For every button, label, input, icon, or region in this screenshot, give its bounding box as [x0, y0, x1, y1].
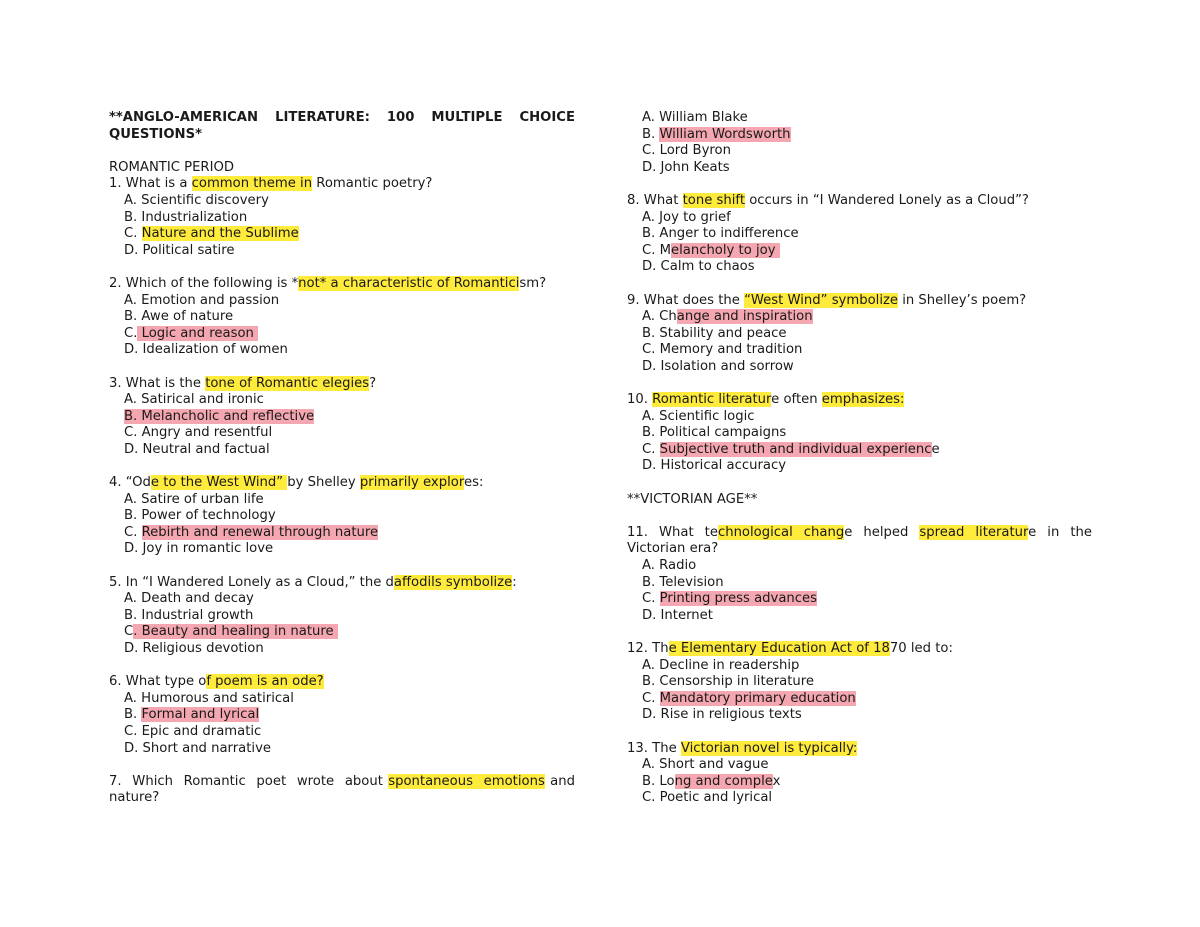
question-1-option-c: C. Nature and the Sublime: [124, 226, 299, 242]
question-12-option-d: D. Rise in religious texts: [642, 707, 802, 723]
question-3-option-a: A. Satirical and ironic: [124, 392, 264, 408]
answer-highlight: ng and comple: [674, 773, 773, 789]
question-12-option-b: B. Censorship in literature: [642, 674, 815, 690]
question-11-option-c: C. Printing press advances: [642, 591, 817, 607]
question-1-option-b: B. Industrialization: [124, 209, 248, 225]
highlight: chnological chang: [717, 524, 845, 540]
question-5-option-c: C. Beauty and healing in nature: [124, 624, 338, 640]
highlight: tone shift: [682, 192, 746, 208]
question-3-option-b: [109, 409, 575, 426]
question-5-option-d: D. Religious devotion: [124, 641, 264, 656]
question-9-option-a: A. Change and inspiration: [642, 309, 813, 325]
question-7-option-b: B. William Wordsworth: [642, 126, 791, 142]
question-7-continued: nature?: [109, 790, 160, 806]
question-2-option-c: C. Logic and reason: [124, 325, 259, 341]
question-8-option-a: A. Joy to grief: [642, 209, 731, 225]
question-4-option-d: D. Joy in romantic love: [124, 541, 274, 557]
highlight: “West Wind” symbolize: [744, 292, 899, 308]
question-8-option-d: D. Calm to chaos: [642, 259, 755, 275]
answer-highlight: ange and inspiration: [676, 309, 813, 325]
question-13-option-c: C. Poetic and lyrical: [642, 790, 773, 806]
question-1: 1. What is a common theme in Romantic poetry?: [109, 176, 433, 192]
question-2-option-b: B. Awe of nature: [124, 309, 234, 325]
document-title-continued: QUESTIONS*: [109, 126, 202, 142]
answer-highlight: Mandatory primary education: [659, 690, 856, 706]
highlight: spontaneous emotions: [388, 773, 545, 789]
question-7-option-d: D. John Keats: [642, 159, 730, 175]
highlight: Nature and the Sublime: [141, 226, 299, 242]
question-13-option-b: B. Long and complex: [642, 773, 781, 789]
highlight: e to the West Wind”: [150, 475, 288, 491]
highlight: not* a characteristic of Romantici: [298, 275, 520, 291]
highlight: primarily explor: [359, 475, 464, 491]
question-4-option-b: B. Power of technology: [124, 508, 276, 524]
question-12-option-a: A. Decline in readership: [642, 657, 800, 673]
question-4-option-a: A. Satire of urban life: [124, 491, 264, 507]
question-1-option-a: A. Scientific discovery: [124, 192, 269, 208]
right-column: [627, 110, 1092, 807]
question-10: 10. Romantic literature often emphasizes:: [627, 392, 905, 408]
question-5-option-a: A. Death and decay: [124, 591, 254, 607]
question-10-option-c: C. Subjective truth and individual experience: [642, 441, 940, 457]
question-6-option-a: A. Humorous and satirical: [124, 690, 294, 706]
answer-highlight: Printing press advances: [659, 591, 817, 607]
question-11-option-d: D. Internet: [642, 607, 713, 623]
left-column: [109, 110, 575, 807]
document-title: **ANGLO-AMERICAN LITERATURE: 100 MULTIPLE CHOICE: [109, 110, 575, 125]
question-9-option-d: D. Isolation and sorrow: [642, 358, 794, 374]
question-11-option-b: B. Television: [642, 574, 724, 590]
question-2-option-d: D. Idealization of women: [124, 342, 288, 358]
answer-highlight: elancholy to joy: [670, 242, 780, 258]
question-5-option-b: B. Industrial growth: [124, 607, 254, 623]
question-7: 7. Which Romantic poet wrote about spontaneous emotions and: [109, 773, 575, 789]
answer-highlight: B. Melancholic and reflective: [124, 408, 315, 424]
answer-highlight: Rebirth and renewal through nature: [141, 524, 379, 540]
question-9: 9. What does the “West Wind” symbolize in Shelley’s poem?: [627, 292, 1027, 308]
question-10-option-d: D. Historical accuracy: [642, 458, 787, 474]
answer-highlight: William Wordsworth: [659, 126, 791, 142]
question-7-option-a: A. William Blake: [642, 110, 748, 125]
question-3-option-c: C. Angry and resentful: [124, 425, 273, 441]
question-13: 13. The Victorian novel is typically:: [627, 740, 858, 756]
question-3-option-d: D. Neutral and factual: [124, 441, 270, 457]
section-heading-romantic: ROMANTIC PERIOD: [109, 159, 235, 175]
highlight: f poem is an ode?: [206, 674, 324, 690]
highlight: common theme in: [191, 176, 313, 192]
question-6-option-c: C. Epic and dramatic: [124, 723, 262, 739]
highlight: tone of Romantic elegies: [205, 375, 370, 391]
highlight: Romantic literatur: [652, 392, 772, 408]
section-heading-victorian: **VICTORIAN AGE**: [627, 491, 758, 507]
highlight: Victorian novel is typically:: [680, 740, 858, 756]
question-2-option-a: A. Emotion and passion: [124, 292, 280, 308]
answer-highlight: Formal and lyrical: [141, 707, 260, 723]
question-1-option-d: D. Political satire: [124, 242, 235, 258]
answer-highlight: Logic and reason: [137, 325, 259, 341]
question-3: 3. What is the tone of Romantic elegies?: [109, 375, 377, 391]
question-7-option-c: C. Lord Byron: [642, 143, 731, 159]
highlight: affodils symbolize: [393, 574, 513, 590]
question-12-option-c: C. Mandatory primary education: [642, 690, 856, 706]
question-11-option-a: A. Radio: [642, 558, 697, 574]
question-9-option-b: B. Stability and peace: [642, 325, 787, 341]
highlight: spread literatur: [919, 524, 1029, 540]
question-6-option-d: D. Short and narrative: [124, 740, 272, 756]
question-13-option-a: A. Short and vague: [642, 757, 769, 773]
answer-highlight: Subjective truth and individual experienc: [659, 441, 932, 457]
answer-highlight: . Beauty and healing in nature: [133, 624, 338, 640]
question-5: 5. In “I Wandered Lonely as a Cloud,” the daffodils symbolize:: [109, 574, 517, 590]
question-6-option-b: B. Formal and lyrical: [124, 707, 260, 723]
question-2: 2. Which of the following is *not* a characteristic of Romanticism?: [109, 275, 547, 291]
highlight: e Elementary Education Act of 18: [668, 641, 890, 656]
question-4: 4. “Ode to the West Wind” by Shelley primarily explores:: [109, 475, 484, 491]
question-4-option-c: C. Rebirth and renewal through nature: [124, 524, 379, 540]
question-6: 6. What type of poem is an ode?: [109, 674, 324, 690]
question-9-option-c: C. Memory and tradition: [642, 342, 803, 358]
question-12: 12. The Elementary Education Act of 1870 led to:: [627, 641, 953, 656]
question-8-option-c: C. Melancholy to joy: [642, 242, 780, 258]
question-8-option-b: B. Anger to indifference: [642, 226, 799, 242]
highlight: emphasizes:: [821, 392, 905, 408]
question-11-continued: Victorian era?: [627, 541, 719, 557]
question-10-option-a: A. Scientific logic: [642, 408, 755, 424]
question-8: 8. What tone shift occurs in “I Wandered Lonely as a Cloud”?: [627, 192, 1029, 208]
question-11: 11. What technological change helped spread literature in the: [627, 524, 1092, 540]
question-10-option-b: B. Political campaigns: [642, 425, 787, 441]
